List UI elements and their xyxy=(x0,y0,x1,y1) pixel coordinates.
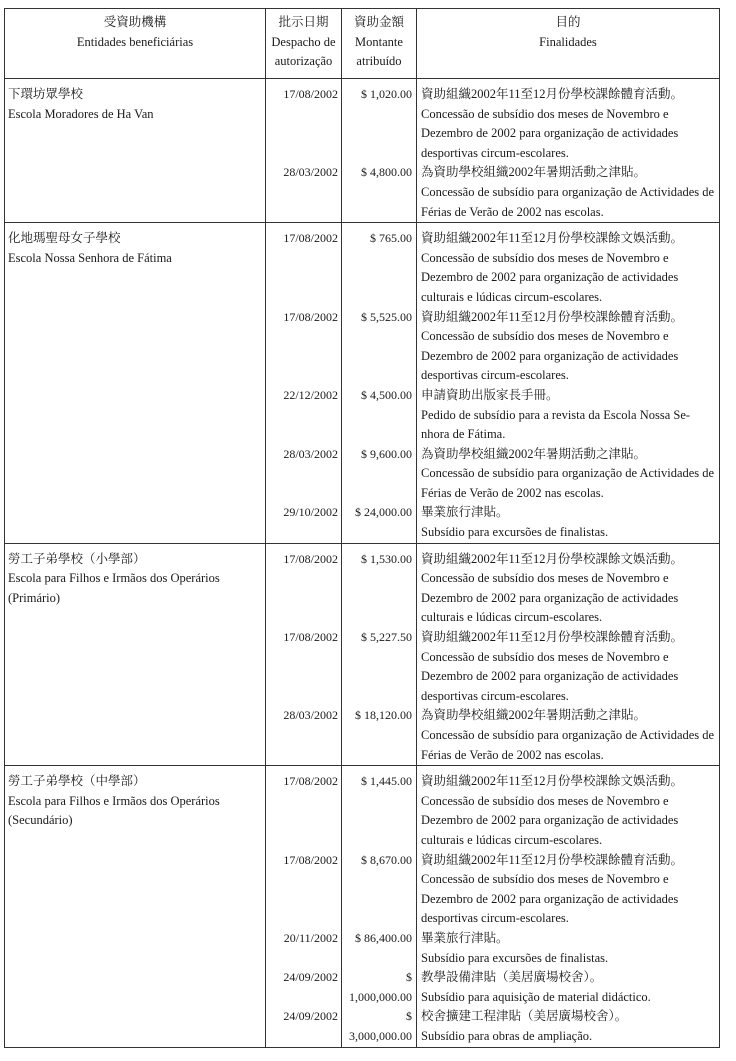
entity-cell xyxy=(5,308,266,386)
purpose-pt: Concessão de subsídio dos meses de Novembro e Dezembro de 2002 para organização de actividades desportivas circum-escolares. xyxy=(421,106,679,160)
authorization-date: 17/08/2002 xyxy=(266,223,342,308)
authorization-date: 22/12/2002 xyxy=(266,386,342,445)
entity-group xyxy=(5,766,720,1047)
table-row xyxy=(5,223,720,308)
purpose-pt: Concessão de subsídio dos meses de Novembro e Dezembro de 2002 para organização de actividades culturais e lúdicas circum-escolares. xyxy=(421,793,679,847)
grant-amount: $ 4,500.00 xyxy=(342,386,417,445)
table-row xyxy=(5,706,720,765)
purpose-zh: 畢業旅行津貼。 xyxy=(421,930,509,945)
entity-name-zh: 下環坊眾學校 xyxy=(8,87,84,101)
purpose-cell xyxy=(417,706,720,765)
entity-group xyxy=(5,79,720,223)
authorization-date: 28/03/2002 xyxy=(266,706,342,765)
purpose-cell xyxy=(417,445,720,504)
entity-cell xyxy=(5,968,266,1007)
purpose-cell xyxy=(417,766,720,851)
entity-cell xyxy=(5,628,266,706)
purpose-pt: Concessão de subsídio dos meses de Novembro e Dezembro de 2002 para organização de actividades desportivas circum-escolares. xyxy=(421,872,679,926)
purpose-zh: 資助組織2002年11至12月份學校課餘文娛活動。 xyxy=(421,551,684,566)
grant-amount: $ 1,020.00 xyxy=(342,79,417,164)
entity-cell xyxy=(5,223,266,308)
purpose-pt: Concessão de subsídio dos meses de Novembro e Dezembro de 2002 para organização de actividades culturais e lúdicas circum-escolares. xyxy=(421,571,679,625)
purpose-cell xyxy=(417,79,720,164)
grant-amount: $ 8,670.00 xyxy=(342,851,417,929)
grant-amount: $ 765.00 xyxy=(342,223,417,308)
purpose-zh: 校舍擴建工程津貼（美居廣場校舍）。 xyxy=(421,1009,628,1024)
entity-name-pt: Escola Nossa Senhora de Fátima xyxy=(8,250,172,265)
purpose-pt: Subsídio para excursões de finalistas. xyxy=(421,950,609,965)
authorization-date: 17/08/2002 xyxy=(266,851,342,929)
purpose-zh: 為資助學校組織2002年暑期活動之津貼。 xyxy=(421,446,647,461)
purpose-zh: 畢業旅行津貼。 xyxy=(421,505,509,520)
authorization-date: 24/09/2002 xyxy=(266,968,342,1007)
column-header-amount: 資助金額 Montante atribuído xyxy=(342,9,417,79)
entity-cell xyxy=(5,445,266,504)
purpose-pt: Concessão de subsídio para organização de Actividades de Férias de Verão de 2002 nas escolas. xyxy=(421,184,715,219)
authorization-date: 17/08/2002 xyxy=(266,628,342,706)
grant-amount: $ 1,530.00 xyxy=(342,543,417,628)
table-row xyxy=(5,1007,720,1047)
purpose-zh: 資助組織2002年11至12月份學校課餘文娛活動。 xyxy=(421,231,684,246)
grant-amount: $ 1,445.00 xyxy=(342,766,417,851)
purpose-cell xyxy=(417,968,720,1007)
grant-amount: $ 5,525.00 xyxy=(342,308,417,386)
purpose-pt: Subsídio para aquisição de material didáctico. xyxy=(421,989,651,1004)
table-row xyxy=(5,628,720,706)
purpose-pt: Subsídio para obras de ampliação. xyxy=(421,1028,593,1043)
authorization-date: 17/08/2002 xyxy=(266,543,342,628)
purpose-cell xyxy=(417,386,720,445)
entity-cell xyxy=(5,929,266,968)
table-row xyxy=(5,503,720,543)
purpose-cell xyxy=(417,851,720,929)
authorization-date: 28/03/2002 xyxy=(266,163,342,222)
entity-cell xyxy=(5,766,266,851)
authorization-date: 17/08/2002 xyxy=(266,308,342,386)
grant-amount: $ 5,227.50 xyxy=(342,628,417,706)
table-row xyxy=(5,163,720,222)
purpose-zh: 資助組織2002年11至12月份學校課餘體育活動。 xyxy=(421,630,684,645)
authorization-date: 20/11/2002 xyxy=(266,929,342,968)
entity-cell xyxy=(5,79,266,164)
purpose-cell xyxy=(417,163,720,222)
entity-name-zh: 勞工子弟學校（中學部） xyxy=(8,774,146,789)
purpose-cell xyxy=(417,503,720,543)
purpose-zh: 教學設備津貼（美居廣場校舍）。 xyxy=(421,970,603,985)
entity-cell xyxy=(5,1007,266,1047)
entity-cell xyxy=(5,503,266,543)
grant-amount: $ 3,000,000.00 xyxy=(342,1007,417,1047)
entity-name-zh: 勞工子弟學校（小學部） xyxy=(8,551,146,566)
table-row xyxy=(5,968,720,1007)
entity-name-pt: Escola para Filhos e Irmãos dos Operários (Primário) xyxy=(8,571,220,605)
purpose-cell xyxy=(417,1007,720,1047)
purpose-pt: Concessão de subsídio para organização de Actividades de Férias de Verão de 2002 nas escolas. xyxy=(421,728,715,762)
subsidy-table xyxy=(4,8,720,1048)
table-row xyxy=(5,766,720,851)
grant-amount: $ 86,400.00 xyxy=(342,929,417,968)
authorization-date: 29/10/2002 xyxy=(266,503,342,543)
column-header-date: 批示日期 Despacho de autorização xyxy=(266,9,342,79)
entity-name-zh: 化地瑪聖母女子學校 xyxy=(8,231,121,246)
purpose-zh: 資助組織2002年11至12月份學校課餘體育活動。 xyxy=(421,87,684,101)
table-row xyxy=(5,386,720,445)
table-row xyxy=(5,445,720,504)
table-row xyxy=(5,929,720,968)
grant-amount: $ 4,800.00 xyxy=(342,163,417,222)
purpose-zh: 申請資助出版家長手冊。 xyxy=(421,387,559,402)
purpose-zh: 為資助學校組織2002年暑期活動之津貼。 xyxy=(421,165,647,180)
grant-amount: $ 24,000.00 xyxy=(342,503,417,543)
purpose-zh: 資助組織2002年11至12月份學校課餘體育活動。 xyxy=(421,309,684,324)
subsidy-document xyxy=(4,8,719,1048)
entity-cell xyxy=(5,163,266,222)
column-header-purpose: 目的 Finalidades xyxy=(417,9,720,79)
table-header xyxy=(5,9,720,79)
authorization-date: 17/08/2002 xyxy=(266,766,342,851)
purpose-pt: Concessão de subsídio para organização de Actividades de Férias de Verão de 2002 nas escolas. xyxy=(421,466,715,500)
table-row xyxy=(5,79,720,164)
column-header-entity: 受資助機構 Entidades beneficiárias xyxy=(5,9,266,79)
purpose-cell xyxy=(417,628,720,706)
grant-amount: $ 18,120.00 xyxy=(342,706,417,765)
purpose-cell xyxy=(417,223,720,308)
purpose-pt: Concessão de subsídio dos meses de Novembro e Dezembro de 2002 para organização de actividades desportivas circum-escolares. xyxy=(421,329,679,383)
entity-cell xyxy=(5,386,266,445)
entity-name-pt: Escola para Filhos e Irmãos dos Operários (Secundário) xyxy=(8,793,220,828)
purpose-pt: Pedido de subsídio para a revista da Escola Nossa Se-nhora de Fátima. xyxy=(421,407,691,442)
purpose-zh: 為資助學校組織2002年暑期活動之津貼。 xyxy=(421,708,647,723)
purpose-cell xyxy=(417,543,720,628)
entity-cell xyxy=(5,851,266,929)
purpose-cell xyxy=(417,308,720,386)
purpose-zh: 資助組織2002年11至12月份學校課餘體育活動。 xyxy=(421,852,684,867)
authorization-date: 28/03/2002 xyxy=(266,445,342,504)
purpose-zh: 資助組織2002年11至12月份學校課餘文娛活動。 xyxy=(421,774,684,789)
entity-name-pt: Escola Moradores de Ha Van xyxy=(8,106,154,121)
authorization-date: 24/09/2002 xyxy=(266,1007,342,1047)
purpose-pt: Subsídio para excursões de finalistas. xyxy=(421,525,609,540)
grant-amount: $ 1,000,000.00 xyxy=(342,968,417,1007)
entity-group xyxy=(5,223,720,544)
entity-group xyxy=(5,543,720,766)
grant-amount: $ 9,600.00 xyxy=(342,445,417,504)
table-row xyxy=(5,308,720,386)
purpose-pt: Concessão de subsídio dos meses de Novembro e Dezembro de 2002 para organização de actividades culturais e lúdicas circum-escolares. xyxy=(421,250,679,304)
entity-cell xyxy=(5,543,266,628)
purpose-pt: Concessão de subsídio dos meses de Novembro e Dezembro de 2002 para organização de actividades desportivas circum-escolares. xyxy=(421,649,679,703)
table-row xyxy=(5,851,720,929)
table-row xyxy=(5,543,720,628)
entity-cell xyxy=(5,706,266,765)
purpose-cell xyxy=(417,929,720,968)
authorization-date: 17/08/2002 xyxy=(266,79,342,164)
